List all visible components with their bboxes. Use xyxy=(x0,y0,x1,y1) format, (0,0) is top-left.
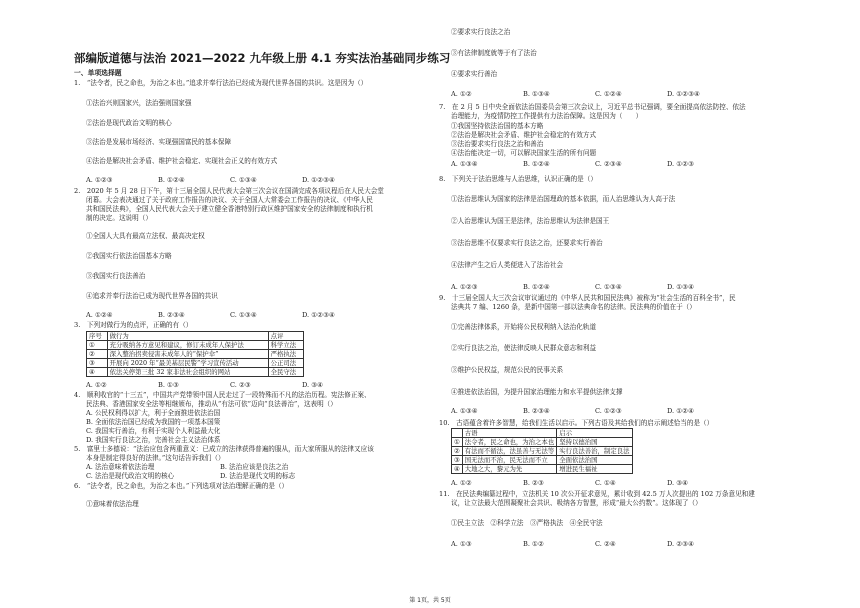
table-row xyxy=(452,447,633,456)
q2-item: ②我国实行依法治国基本方略 xyxy=(86,252,172,260)
q9-options xyxy=(451,407,739,416)
q5-options-row1 xyxy=(86,463,354,472)
table-row xyxy=(452,429,633,438)
q8-options xyxy=(451,283,739,292)
table-cell: 深入整治拐卖侵害未成年人的“保护伞” xyxy=(107,350,268,359)
table-cell: 公正司法 xyxy=(268,359,303,368)
table-cell: 增进民生福祉 xyxy=(557,465,632,474)
q7-stem-line: 7. 在 2 月 5 日中央全面依法治国委员会第三次会议上，习近平总书记强调，要全面提高依法防控、依法 xyxy=(439,103,746,111)
table-cell: 有法而不循法，法虽善与无法等 xyxy=(462,447,556,456)
q7-item: ③法治要求实行良法之治和善治 xyxy=(451,140,544,148)
option-d[interactable]: D. 法治是现代文明的标志 xyxy=(220,472,296,480)
table-row xyxy=(452,456,633,465)
option-a[interactable]: A. ①③④ xyxy=(451,160,478,168)
table-cell: ② xyxy=(87,350,108,359)
q2-stem-line: 制的决定。这说明（） xyxy=(86,214,152,222)
q8-item: ③法治思维不仅要求实行良法之治，还要求实行善治 xyxy=(451,239,603,247)
q2-item: ①全国人大具有最高立法权、最高决定权 xyxy=(86,232,205,240)
option-d[interactable]: D. ②③④ xyxy=(667,540,694,548)
q2-item: ③我国实行良法善治 xyxy=(86,272,146,280)
q1-options xyxy=(86,176,374,185)
option-a[interactable]: A. 公民权利得以扩大，利于全面推进依法治国 xyxy=(86,409,221,417)
q2-stem-line: 共和国民法典》，全国人民代表大会关于建立健全香港特别行政区维护国家安全的法律制度和执行机 xyxy=(86,205,373,213)
q10-stem: 10. 古语蕴含着许多智慧，给我们生活以启示。下列古语及其给我们的启示阐述恰当的是（） xyxy=(439,419,714,427)
q1-item: ③法治是发展市场经济、实现强国富民的基本保障 xyxy=(86,138,232,146)
q9-item: ③维护公民权益，规范公民的民事关系 xyxy=(451,366,564,374)
q9-stem-line: 法典共 7 编、1260 条，是新中国第一部以法典命名的法律。民法典的价值在于（） xyxy=(451,303,696,311)
option-d[interactable]: D. 我国实行良法之治，完善社会主义法治体系 xyxy=(86,436,221,444)
option-b[interactable]: B. 全面依法治国已经成为我国的一项基本国策 xyxy=(86,418,221,426)
option-c[interactable]: C. ②③ xyxy=(230,381,251,389)
table-cell: 点评 xyxy=(268,332,303,341)
table-cell: 全面依法治国 xyxy=(557,456,632,465)
q7-item: ④法治能决定一切，可以解决国家生活的所有问题 xyxy=(451,149,597,157)
q10-table xyxy=(451,428,633,474)
q6-stem: 6. “法令者，民之命也，为治之本也。”下列选项对法治理解正确的是（） xyxy=(74,482,289,490)
option-b[interactable]: B. ②③ xyxy=(523,479,544,487)
page-footer: 第 1页，共 5页 xyxy=(409,597,451,604)
q3-stem: 3. 下列对做行为的点评，正确的有（） xyxy=(74,321,193,329)
option-c[interactable]: C. ①③④ xyxy=(230,311,257,319)
table-cell: ③ xyxy=(452,456,463,465)
q11-options xyxy=(451,540,739,549)
option-b[interactable]: B. ②③④ xyxy=(158,311,185,319)
q5-stem-line: 本身是制定得良好的法律。”这句话告诉我们（） xyxy=(86,454,225,462)
q6-item: ①意味着依法治理 xyxy=(86,500,139,508)
table-cell: ③ xyxy=(87,359,108,368)
q10-options xyxy=(451,479,739,488)
table-cell: 实行良法善治，制定良法 xyxy=(557,447,632,456)
option-a[interactable]: A. ①②④ xyxy=(86,311,113,319)
table-cell: 大地之大，黎元为先 xyxy=(462,465,556,474)
q7-item: ②法治是解决社会矛盾、维护社会稳定的有效方式 xyxy=(451,131,597,139)
table-row xyxy=(452,465,633,474)
table-cell: 全民守法 xyxy=(268,368,303,377)
q11-stem-line: 11. 在民法典编纂过程中，立法机关 10 次公开征求意见，累计收到 42.5 万人次提出的 102 万条意见和建 xyxy=(439,490,755,498)
table-row xyxy=(87,368,304,377)
table-cell: 古语 xyxy=(462,429,556,438)
option-b[interactable]: B. ①②④ xyxy=(523,283,550,291)
option-d[interactable]: D. ①③④ xyxy=(667,283,694,291)
option-c[interactable]: C. ①②④ xyxy=(595,90,622,98)
option-b[interactable]: B. ①②④ xyxy=(158,176,185,184)
q3-options xyxy=(86,381,374,390)
option-a[interactable]: A. ①② xyxy=(86,381,107,389)
q8-item: ②人治思维认为国王是法律，法治思维认为法律是国王 xyxy=(451,217,610,225)
q11-stem-line: 议，让立法最大范围凝聚社会共识、吸纳各方智慧，形成“最大公约数”。这体现了（） xyxy=(451,499,702,507)
option-d[interactable]: D. ③④ xyxy=(667,479,689,487)
q11-items: ①民主立法 ②科学立法 ③严格执法 ④全民守法 xyxy=(451,519,603,527)
q1-stem: 1. “法令者，民之命也，为治之本也。”追求并奉行法治已经成为现代世界各国的共识。这是因为（） xyxy=(74,79,368,87)
q7-options xyxy=(451,160,739,169)
q1-item: ②法治是现代政治文明的核心 xyxy=(86,119,172,127)
q8-item: ④法律产生之后人类便进入了法治社会 xyxy=(451,261,564,269)
option-c[interactable]: C. ②④ xyxy=(595,540,616,548)
table-cell: 法令者，民之命也，为治之本也 xyxy=(462,438,556,447)
q7-stem-line: 治理能力，为疫情防控工作提供有力法治保障。这是因为（ ） xyxy=(451,112,643,120)
q3-table xyxy=(86,331,304,377)
option-d[interactable]: D. ①②③ xyxy=(667,160,694,168)
q2-options xyxy=(86,311,374,320)
option-c[interactable]: C. 法治是现代政治文明的核心 xyxy=(86,472,175,480)
option-c[interactable]: C. ①③④ xyxy=(595,283,622,291)
q9-item: ④推进依法治国，为提升国家治理能力和水平提供法律支撑 xyxy=(451,388,623,396)
table-cell: 科学立法 xyxy=(268,341,303,350)
option-b[interactable]: B. ①③ xyxy=(158,381,179,389)
option-a[interactable]: A. ①② xyxy=(451,90,472,98)
q5-stem-line: 5. 富里士多德说：“法治应包含两重意义：已成立的法律获得普遍的服从，而大家所服从的法律又应该 xyxy=(74,445,374,453)
table-cell: 启示 xyxy=(557,429,632,438)
option-a[interactable]: A. ①② xyxy=(451,479,472,487)
q5-options-row2 xyxy=(86,472,354,481)
option-a[interactable]: A. ①②③ xyxy=(86,176,113,184)
table-cell: 开展向 2020 年“最美基层民警”学习宣传活动 xyxy=(107,359,268,368)
option-a[interactable]: A. 法治意味着依法治理 xyxy=(86,463,155,471)
table-cell: ① xyxy=(87,341,108,350)
table-cell: 做行为 xyxy=(107,332,268,341)
option-d[interactable]: D. ①②③④ xyxy=(302,311,335,319)
option-c[interactable]: C. ①④ xyxy=(595,479,616,487)
q4-stem-line: 4. 顺利收官的“十三五”，中国共产党带领中国人民走过了一段特殊而不凡的法治历程。宪法修正案、 xyxy=(74,391,371,399)
document-title: 部编版道德与法治 2021—2022 九年级上册 4.1 夯实法治基础同步练习 xyxy=(74,51,451,65)
q2-stem-line: 闭幕。大会表决通过了关于政府工作报告的决议、关于全国人大常委会工作报告的决议、《中华人民 xyxy=(86,196,373,204)
q2-stem-line: 2. 2020 年 5 月 28 日下午，第十三届全国人民代表大会第三次会议在国满完成各项议程后在人民大会堂 xyxy=(74,187,384,195)
table-cell xyxy=(452,429,463,438)
option-c[interactable]: C. 我国实行善治，有利于实现个人利益最大化 xyxy=(86,427,221,435)
option-c[interactable]: C. ①③④ xyxy=(230,176,257,184)
table-row xyxy=(87,350,304,359)
table-row xyxy=(87,359,304,368)
q4-stem-line: 民法典、香港国家安全法等相继颁布，推动从“有法可依”迈向“良法善治”，这表明（） xyxy=(86,400,337,408)
q1-item: ①法治兴则国家兴，法治强则国家强 xyxy=(86,99,192,107)
option-c[interactable]: C. ②③④ xyxy=(595,160,622,168)
option-a[interactable]: A. ①③④ xyxy=(451,407,478,415)
table-row xyxy=(87,341,304,350)
option-b[interactable]: B. 法治应该是良法之治 xyxy=(220,463,289,471)
table-row xyxy=(452,438,633,447)
table-cell: 国无法而不治，民无法而不立 xyxy=(462,456,556,465)
table-cell: ④ xyxy=(87,368,108,377)
q6-options xyxy=(451,90,739,99)
option-d[interactable]: D. ①②③④ xyxy=(302,176,335,184)
table-cell: ① xyxy=(452,438,463,447)
q9-stem-line: 9. 十三届全国人大三次会议审议通过的《中华人民共和国民法典》被称为“社会生活的百科全书”，民 xyxy=(439,294,736,302)
option-c[interactable]: C. ①②③ xyxy=(595,407,622,415)
section-heading: 一、单项选择题 xyxy=(74,69,122,77)
q6-item: ④要求实行善治 xyxy=(451,70,498,78)
q1-item: ④法治是解决社会矛盾、维护社会稳定、实现社会正义的有效方式 xyxy=(86,157,278,165)
table-cell: 充分吸纳各方意见和建议，修订未成年人保护法 xyxy=(107,341,268,350)
q6-item: ③有法律制度就等于有了法治 xyxy=(451,49,537,57)
q7-item: ①我国坚持依法治国的基本方略 xyxy=(451,122,544,130)
q8-item: ①法治思维认为国家的法律是治国理政的基本依据，而人治思维认为人高于法 xyxy=(451,195,676,203)
table-cell: 序号 xyxy=(87,332,108,341)
table-cell: 严格执法 xyxy=(268,350,303,359)
option-a[interactable]: A. ①②③ xyxy=(451,283,478,291)
option-b[interactable]: B. ①③④ xyxy=(523,90,550,98)
option-b[interactable]: B. ①②④ xyxy=(523,160,550,168)
table-row xyxy=(87,332,304,341)
table-cell: ② xyxy=(452,447,463,456)
q2-item: ④追求并奉行法治已成为现代世界各国的共识 xyxy=(86,292,218,300)
option-d[interactable]: D. ①②③④ xyxy=(667,90,700,98)
option-d[interactable]: D. ③④ xyxy=(302,381,324,389)
q6-item: ②要求实行良法之治 xyxy=(451,28,511,36)
option-b[interactable]: B. ②③④ xyxy=(523,407,550,415)
table-cell: 依法关停第三批 32 家非法社会组织的网站 xyxy=(107,368,268,377)
option-b[interactable]: B. ①② xyxy=(523,540,544,548)
table-cell: ④ xyxy=(452,465,463,474)
q8-stem: 8. 下列关于法治思维与人治思维，认识正确的是（） xyxy=(439,175,597,183)
q9-item: ①完善法律体系，开始将公民权利纳入法治化轨道 xyxy=(451,323,597,331)
option-a[interactable]: A. ①③ xyxy=(451,540,472,548)
option-d[interactable]: D. ①②④ xyxy=(667,407,694,415)
q9-item: ②实行良法之治，使法律反映人民群众意志和利益 xyxy=(451,344,597,352)
table-cell: 坚持以德治国 xyxy=(557,438,632,447)
